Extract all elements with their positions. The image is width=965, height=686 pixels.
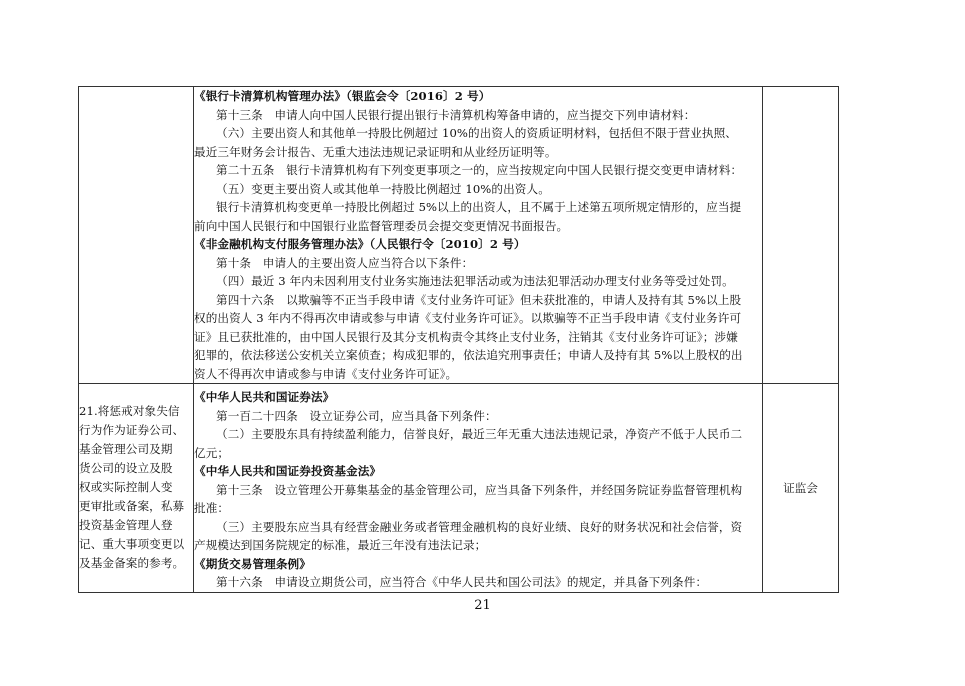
regulation-text-line: 产规模达到国务院规定的标准，最近三年没有违法记录；	[194, 538, 487, 552]
regulation-text-line: 批准：	[194, 501, 230, 515]
page-number: 21	[474, 598, 491, 613]
regulation-text-line: 最近三年财务会计报告、无重大违法违规记录证明和从业经历证明等。	[194, 144, 557, 159]
regulation-text-line: 第十三条 申请人向中国人民银行提出银行卡清算机构筹备申请的，应当提交下列申请材料：	[216, 107, 696, 122]
table-row	[79, 87, 839, 384]
department-cell	[763, 87, 839, 384]
regulation-title: 《中华人民共和国证券法》	[194, 390, 335, 404]
regulation-title: 《银行卡清算机构管理办法》（银监会令〔2016〕2 号）	[194, 89, 491, 103]
regulation-text-line: 证》且已获批准的，由中国人民银行及其分支机构责令其终止支付业务，注销其《支付业务许可证》；涉嫌	[194, 329, 738, 344]
regulation-text-line: （三）主要股东应当具有经营金融业务或者管理金融机构的良好业绩、良好的财务状况和社会信誉，资	[216, 519, 743, 534]
regulation-table	[78, 86, 839, 593]
regulation-text-line: （四）最近 3 年内未因利用支付业务实施违法犯罪活动或为违法犯罪活动办理支付业务等受过处罚。	[216, 274, 734, 288]
table-row	[79, 384, 839, 593]
regulation-text-line: 第一百二十四条 设立证券公司，应当具备下列条件：	[216, 408, 497, 423]
category-text-line: 行为作为证券公司、	[79, 423, 185, 438]
regulation-text-line: 犯罪的，依法移送公安机关立案侦查；构成犯罪的，依法追究刑事责任；申请人及持有其 5%以上股权的出	[194, 348, 743, 362]
regulation-text-line: 权的出资人 3 年内不得再次申请或参与申请《支付业务许可证》。以欺骗等不正当手段申请《支付业务许可	[194, 311, 742, 325]
category-text-line: 基金管理公司及期	[79, 442, 173, 457]
category-text-line: 更审批或备案，私募	[79, 499, 185, 514]
regulation-title: 《期货交易管理条例》	[194, 556, 311, 571]
category-text-line: 货公司的设立及股	[79, 461, 173, 476]
department-cell	[763, 384, 839, 593]
department-label: 证监会	[783, 480, 818, 495]
regulation-text-line: 第十条 申请人的主要出资人应当符合以下条件：	[216, 255, 474, 270]
category-text-line: 记、重大事项变更以	[79, 537, 185, 552]
regulation-text-line: 第十六条 申请设立期货公司，应当符合《中华人民共和国公司法》的规定，并具备下列条件：	[216, 575, 708, 589]
category-text-line: 及基金备案的参考。	[79, 556, 185, 571]
category-text-line: 21.将惩戒对象失信	[79, 404, 180, 419]
category-cell	[79, 384, 194, 593]
regulation-text-line: 第二十五条 银行卡清算机构有下列变更事项之一的，应当按规定向中国人民银行提交变更申请材料：	[216, 163, 743, 177]
regulation-text-line: 第四十六条 以欺骗等不正当手段申请《支付业务许可证》但未获批准的，申请人及持有其 5%以上股	[216, 292, 742, 307]
regulation-text-line: 第十三条 设立管理公开募集基金的基金管理公司，应当具备下列条件，并经国务院证券监督管理机构	[216, 482, 743, 497]
regulation-text-line: （五）变更主要出资人或其他单一持股比例超过 10%的出资人。	[216, 181, 550, 196]
regulation-text-line: 资人不得再次申请或参与申请《支付业务许可证》。	[194, 366, 458, 381]
category-text-line: 权或实际控制人变	[79, 480, 173, 495]
category-text-line: 投资基金管理人登	[79, 518, 173, 533]
regulation-text-line: （二）主要股东具有持续盈利能力，信誉良好，最近三年无重大违法违规记录，净资产不低于人民币二	[216, 427, 743, 441]
category-cell	[79, 87, 194, 384]
regulation-text-line: 前向中国人民银行和中国银行业监督管理委员会提交变更情况书面报告。	[194, 218, 569, 233]
regulation-text-line: 亿元；	[194, 445, 230, 460]
regulation-title: 《中华人民共和国证券投资基金法》	[194, 464, 382, 478]
regulation-title: 《非金融机构支付服务管理办法》（人民银行令〔2010〕2 号）	[194, 237, 526, 251]
legal-basis-cell	[194, 384, 763, 593]
legal-basis-cell	[194, 87, 763, 384]
regulation-text-line: （六）主要出资人和其他单一持股比例超过 10%的出资人的资质证明材料，包括但不限于营业执照、	[216, 126, 737, 140]
regulation-text-line: 银行卡清算机构变更单一持股比例超过 5%以上的出资人，且不属于上述第五项所规定情形的，应当提	[216, 200, 742, 214]
